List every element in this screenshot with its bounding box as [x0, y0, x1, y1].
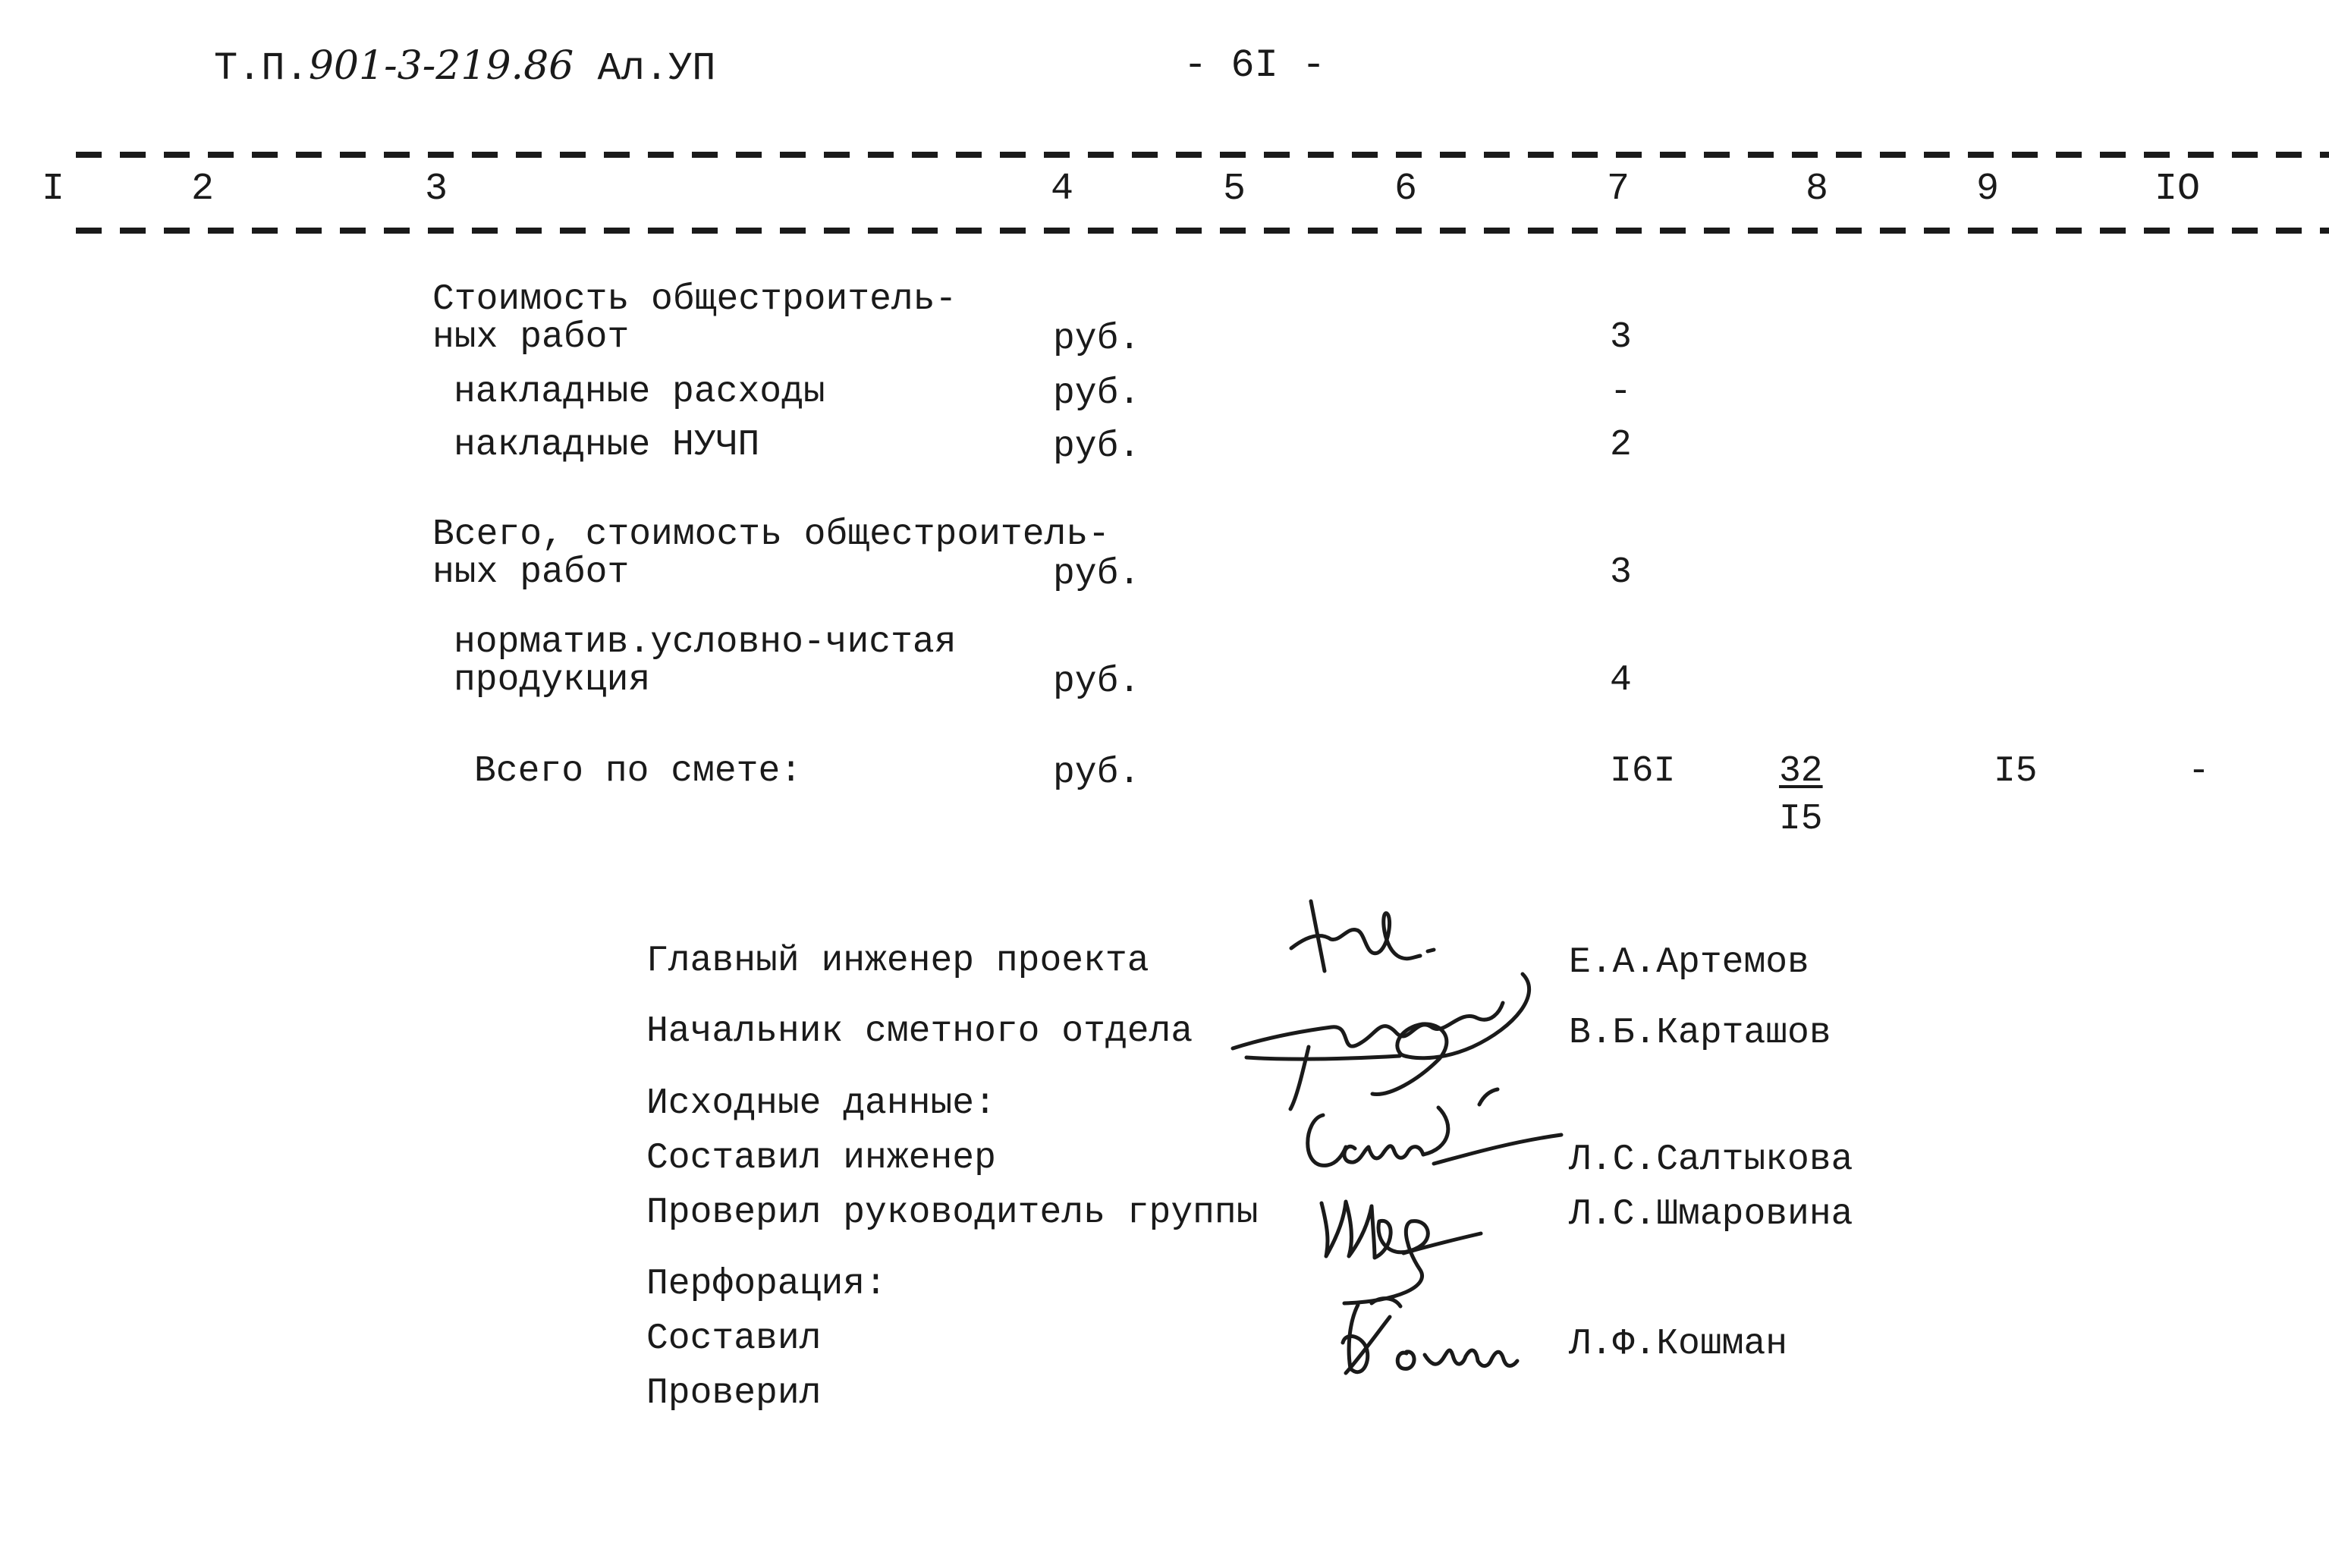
total-col9: I5	[1994, 751, 2038, 792]
row-5-unit: руб.	[1053, 661, 1141, 702]
code-prefix: Т.П.	[214, 46, 309, 91]
col-header-2: 2	[191, 168, 215, 211]
estimate-head-label: Начальник сметного отдела	[646, 1011, 1193, 1052]
row-1-col7: 3	[1610, 317, 1632, 358]
checked-group-lead-label: Проверил руководитель группы	[646, 1192, 1259, 1233]
total-col7: I6I	[1610, 751, 1676, 792]
checked-group-lead-name: Л.С.Шмаровина	[1569, 1194, 1853, 1235]
chief-engineer-name: Е.А.Артемов	[1569, 942, 1809, 983]
signature-perforation-composed	[1335, 1290, 1532, 1388]
row-1-name-cont: ных работ	[432, 317, 630, 358]
col-header-9: 9	[1976, 168, 2000, 211]
row-4-col7: 3	[1610, 552, 1632, 593]
row-5-col7: 4	[1610, 660, 1632, 701]
total-unit: руб.	[1053, 753, 1141, 793]
row-3-col7: 2	[1610, 425, 1632, 466]
col-header-7: 7	[1607, 168, 1630, 211]
perforation-composed-name: Л.Ф.Кошман	[1569, 1324, 1788, 1365]
col-header-1: I	[42, 168, 65, 211]
total-col8-bottom: I5	[1779, 799, 1823, 840]
col-header-4: 4	[1051, 168, 1074, 211]
col-header-8: 8	[1806, 168, 1829, 211]
row-2-col7: -	[1610, 372, 1632, 413]
row-1-unit: руб.	[1053, 319, 1141, 360]
document-code	[214, 44, 716, 91]
header-bottom-rule	[76, 228, 2329, 234]
col-header-5: 5	[1223, 168, 1246, 211]
row-2-name: накладные расходы	[454, 372, 825, 413]
col-header-3: 3	[425, 168, 448, 211]
col-header-6: 6	[1394, 168, 1418, 211]
chief-engineer-label: Главный инженер проекта	[646, 941, 1149, 982]
total-label: Всего по смете:	[474, 751, 803, 792]
row-5-name-cont: продукция	[454, 660, 651, 701]
col-header-10: IO	[2155, 168, 2201, 211]
header-top-rule	[76, 152, 2329, 158]
perforation-checked-label: Проверил	[646, 1373, 822, 1414]
project-code: 901-3-219.86	[308, 43, 574, 89]
row-5-name: норматив.условно-чистая	[454, 622, 957, 663]
row-4-unit: руб.	[1053, 554, 1141, 595]
total-col10: -	[2188, 751, 2210, 792]
perforation-heading: Перфорация:	[646, 1264, 887, 1305]
row-3-name: накладные НУЧП	[454, 425, 760, 466]
estimate-head-name: В.Б.Карташов	[1569, 1013, 1831, 1054]
source-data-heading: Исходные данные:	[646, 1083, 996, 1124]
signature-checked-group-lead	[1305, 1168, 1532, 1305]
total-col8-top: 32	[1779, 751, 1823, 792]
row-4-name: Всего, стоимость общестроитель-	[432, 514, 1110, 555]
row-2-unit: руб.	[1053, 373, 1141, 414]
row-3-unit: руб.	[1053, 426, 1141, 467]
page-number: - 6I -	[1183, 43, 1326, 88]
album-ref: Ал.УП	[597, 46, 716, 91]
composed-engineer-name: Л.С.Салтыкова	[1569, 1139, 1853, 1180]
composed-engineer-label: Составил инженер	[646, 1138, 996, 1179]
perforation-composed-label: Составил	[646, 1318, 822, 1359]
row-1-name: Стоимость общестроитель-	[432, 279, 957, 320]
row-4-name-cont: ных работ	[432, 552, 630, 593]
